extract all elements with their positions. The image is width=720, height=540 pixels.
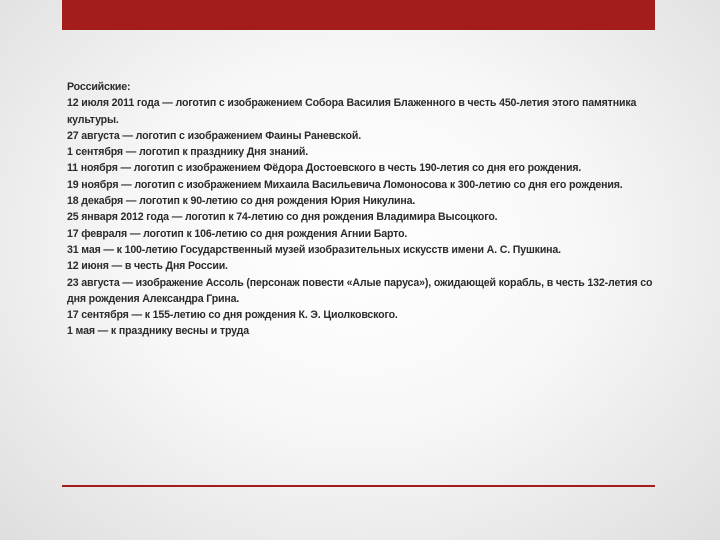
list-item: 12 июня — в честь Дня России. [67, 260, 228, 273]
list-item: 18 декабря — логотип к 90-летию со дня рождения Юрия Никулина. [67, 195, 416, 208]
list-item: 12 июля 2011 года — логотип с изображением Собора Василия Блаженного в честь 450-летия этого памятника культуры. [67, 97, 637, 126]
list-item: 17 сентября — к 155-летию со дня рождения К. Э. Циолковского. [67, 309, 398, 322]
list-item: 1 мая — к празднику весны и труда [67, 325, 249, 338]
top-accent-bar [62, 0, 655, 30]
list-item: 19 ноября — логотип с изображением Михаила Васильевича Ломоносова к 300-летию со дня его рождения. [67, 178, 623, 191]
list-item: 25 января 2012 года — логотип к 74-летию со дня рождения Владимира Высоцкого. [67, 211, 498, 224]
bottom-divider [62, 485, 655, 487]
slide-text-body [67, 79, 657, 340]
list-item: 17 февраля — логотип к 106-летию со дня рождения Агнии Барто. [67, 227, 408, 240]
list-item: 1 сентября — логотип к празднику Дня знаний. [67, 146, 309, 159]
list-item: 31 мая — к 100-летию Государственный музей изобразительных искусств имени А. С. Пушкина. [67, 243, 561, 256]
list-item: 27 августа — логотип с изображением Фаины Раневской. [67, 129, 362, 142]
slide-heading: Российские: [67, 81, 131, 93]
list-item: 11 ноября — логотип с изображением Фёдора Достоевского в честь 190-летия со дня его рождения. [67, 162, 582, 175]
list-item: 23 августа — изображение Ассоль (персонаж повести «Алые паруса»), ожидающей корабль, в честь 132-летия со дня рождения Александра Грина. [67, 276, 653, 305]
